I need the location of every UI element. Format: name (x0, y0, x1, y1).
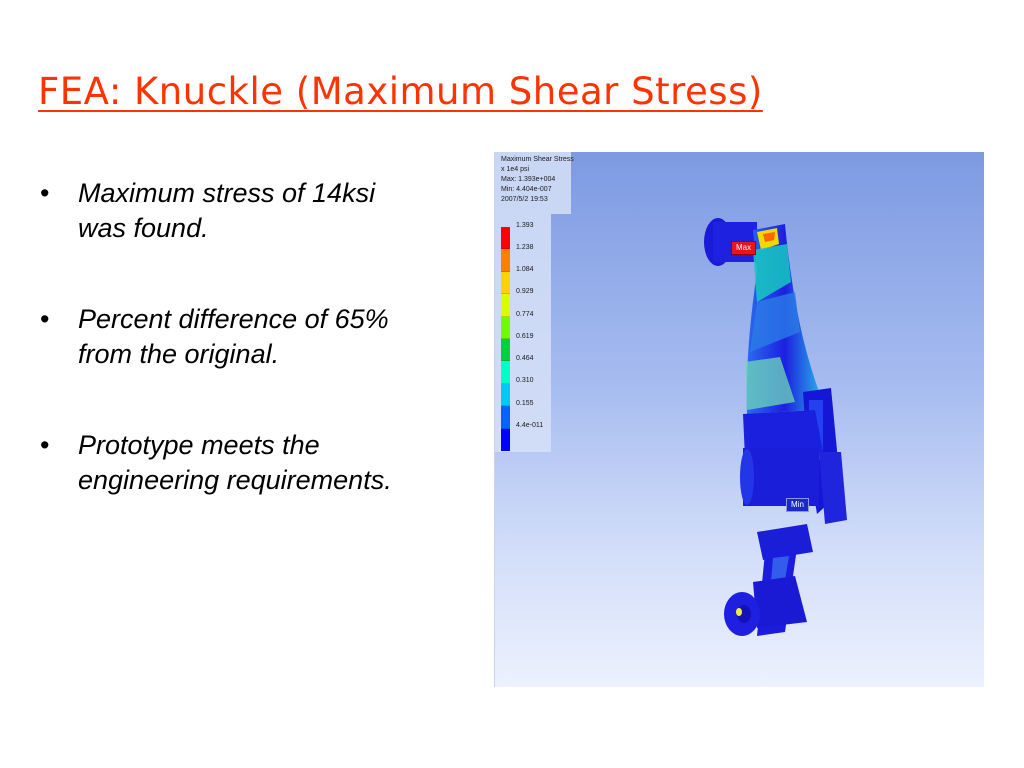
fea-date: 2007/5/2 19:53 (501, 196, 548, 203)
legend-color-swatch (501, 317, 510, 339)
slide-title: FEA: Knuckle (Maximum Shear Stress) (38, 70, 763, 113)
bullet-text: Percent difference of 65% from the original. (78, 304, 389, 369)
fea-min-value: Min: 4.404e-007 (501, 186, 552, 193)
legend-label: 0.774 (516, 311, 534, 318)
fea-viewport (494, 152, 984, 687)
legend-label: 1.238 (516, 244, 534, 251)
bushing-spot (736, 608, 742, 616)
bullet-text: Maximum stress of 14ksi was found. (78, 178, 376, 243)
legend-label: 1.393 (516, 222, 534, 229)
legend-color-swatch (501, 272, 510, 294)
legend-label: 4.4e-011 (516, 422, 544, 429)
bullet-dot: • (40, 304, 50, 334)
min-marker: Min (786, 498, 809, 512)
fea-result-name: Maximum Shear Stress (501, 156, 574, 163)
legend-color-swatch (501, 227, 510, 249)
knuckle-model (495, 152, 984, 687)
legend-color-swatch (501, 339, 510, 361)
fea-max-value: Max: 1.393e+004 (501, 176, 556, 183)
legend-color-swatch (501, 429, 510, 451)
legend-label: 0.310 (516, 377, 534, 384)
legend-color-swatch (501, 361, 510, 383)
legend-label: 0.929 (516, 288, 534, 295)
legend-label: 1.084 (516, 266, 534, 273)
bullet-list (40, 176, 420, 554)
legend-label: 0.619 (516, 333, 534, 340)
hub-side (819, 452, 847, 524)
bullet-item (40, 176, 420, 246)
bullet-dot: • (40, 430, 50, 460)
legend-color-swatch (501, 384, 510, 406)
bullet-dot: • (40, 178, 50, 208)
fea-unit: x 1e4 psi (501, 166, 530, 173)
legend-label: 0.464 (516, 355, 534, 362)
legend-color-swatch (501, 294, 510, 316)
fea-info-box (495, 152, 574, 214)
color-legend (495, 214, 551, 452)
max-marker: Max (731, 241, 756, 255)
legend-color-swatch (501, 249, 510, 271)
legend-color-swatch (501, 406, 510, 428)
hub-face (740, 449, 754, 505)
legend-label: 0.155 (516, 400, 534, 407)
bullet-item (40, 302, 420, 372)
legend-color-bar (501, 227, 510, 429)
lower-bracket (753, 576, 807, 628)
bullet-item (40, 428, 420, 498)
bullet-text: Prototype meets the engineering requirements. (78, 430, 392, 495)
